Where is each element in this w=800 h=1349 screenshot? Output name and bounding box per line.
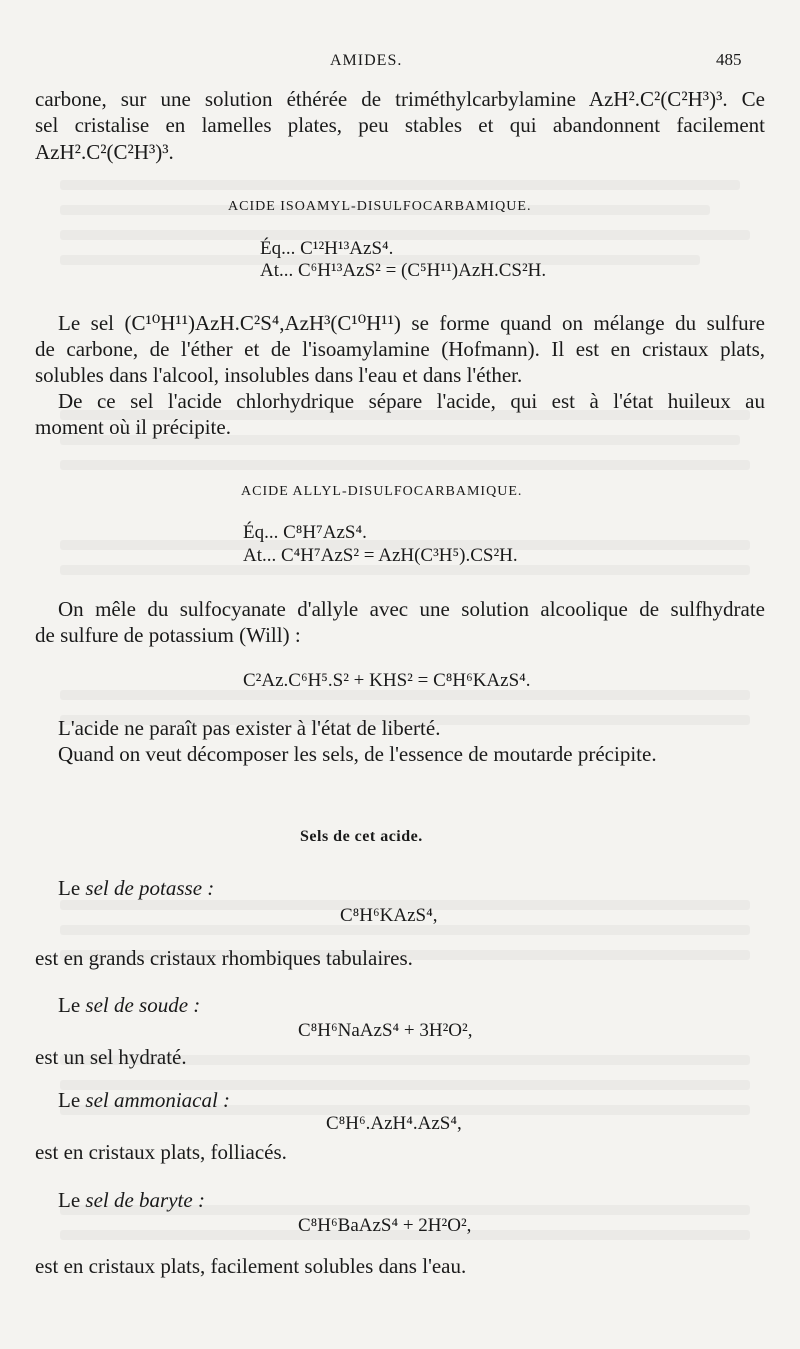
running-header-title: AMIDES. xyxy=(330,52,403,69)
section-heading-allyl: ACIDE ALLYL-DISULFOCARBAMIQUE. xyxy=(241,484,523,499)
reaction-equation: C²Az.C⁶H⁵.S² + KHS² = C⁸H⁶KAzS⁴. xyxy=(243,670,531,691)
paragraph-allyl-liberty: L'acide ne paraît pas exister à l'état de liberté. xyxy=(58,716,441,740)
sel-soude-description: est un sel hydraté. xyxy=(35,1045,187,1069)
paragraph-isoamyl-line-3: solubles dans l'alcool, insolubles dans l'eau et dans l'éther. xyxy=(35,363,523,387)
sel-ammoniacal-name: sel ammoniacal : xyxy=(85,1088,231,1112)
sel-prefix: Le xyxy=(58,1188,86,1212)
sel-potasse-description: est en grands cristaux rhombiques tabulaires. xyxy=(35,946,413,970)
section-heading-isoamyl: ACIDE ISOAMYL-DISULFOCARBAMIQUE. xyxy=(228,199,532,214)
paragraph-allyl-line-2: de sulfure de potassium (Will) : xyxy=(35,623,301,647)
sel-prefix: Le xyxy=(58,1088,86,1112)
intro-line-2: sel cristalise en lamelles plates, peu stables et qui abandonnent facilement xyxy=(35,113,765,137)
sel-soude-formula: C⁸H⁶NaAzS⁴ + 3H²O², xyxy=(298,1020,473,1041)
sel-baryte-formula: C⁸H⁶BaAzS⁴ + 2H²O², xyxy=(298,1215,472,1236)
sel-ammoniacal-description: est en cristaux plats, folliacés. xyxy=(35,1140,287,1164)
paragraph-allyl-decompose: Quand on veut décomposer les sels, de l'essence de moutarde précipite. xyxy=(58,742,657,766)
intro-line-3: AzH².C²(C²H³)³. xyxy=(35,140,174,164)
paragraph-allyl-line-1: On mêle du sulfocyanate d'allyle avec une solution alcoolique de sulfhydrate xyxy=(58,597,765,621)
sel-potasse-formula: C⁸H⁶KAzS⁴, xyxy=(340,905,438,926)
sel-baryte-description: est en cristaux plats, facilement solubles dans l'eau. xyxy=(35,1254,467,1278)
sel-baryte-label xyxy=(58,1187,205,1213)
paragraph-isoamyl-line-2: de carbone, de l'éther et de l'isoamylamine (Hofmann). Il est en cristaux plats, xyxy=(35,337,765,361)
sel-ammoniacal-formula: C⁸H⁶.AzH⁴.AzS⁴, xyxy=(326,1113,462,1134)
paragraph-isoamyl2-line-1: De ce sel l'acide chlorhydrique sépare l'acide, qui est à l'état huileux au xyxy=(58,389,765,413)
intro-line-1: carbone, sur une solution éthérée de triméthylcarbylamine AzH².C²(C²H³)³. Ce xyxy=(35,87,765,111)
formula-eq-isoamyl: Éq... C¹²H¹³AzS⁴. xyxy=(260,238,394,259)
sel-potasse-name: sel de potasse : xyxy=(85,876,215,900)
sel-baryte-name: sel de baryte : xyxy=(85,1188,205,1212)
sel-soude-label xyxy=(58,992,200,1018)
sel-soude-name: sel de soude : xyxy=(85,993,201,1017)
sel-ammoniacal-label xyxy=(58,1087,230,1113)
sel-prefix: Le xyxy=(58,876,86,900)
formula-eq-allyl: Éq... C⁸H⁷AzS⁴. xyxy=(243,522,367,543)
section-heading-sels: Sels de cet acide. xyxy=(300,828,423,845)
sel-prefix: Le xyxy=(58,993,86,1017)
page-number: 485 xyxy=(716,50,742,69)
formula-at-allyl: At... C⁴H⁷AzS² = AzH(C³H⁵).CS²H. xyxy=(243,545,518,566)
sel-potasse-label xyxy=(58,875,214,901)
paragraph-isoamyl-line-1: Le sel (C¹⁰H¹¹)AzH.C²S⁴,AzH³(C¹⁰H¹¹) se forme quand on mélange du sulfure xyxy=(58,311,765,335)
formula-at-isoamyl: At... C⁶H¹³AzS² = (C⁵H¹¹)AzH.CS²H. xyxy=(260,260,547,281)
paragraph-isoamyl2-line-2: moment où il précipite. xyxy=(35,415,231,439)
